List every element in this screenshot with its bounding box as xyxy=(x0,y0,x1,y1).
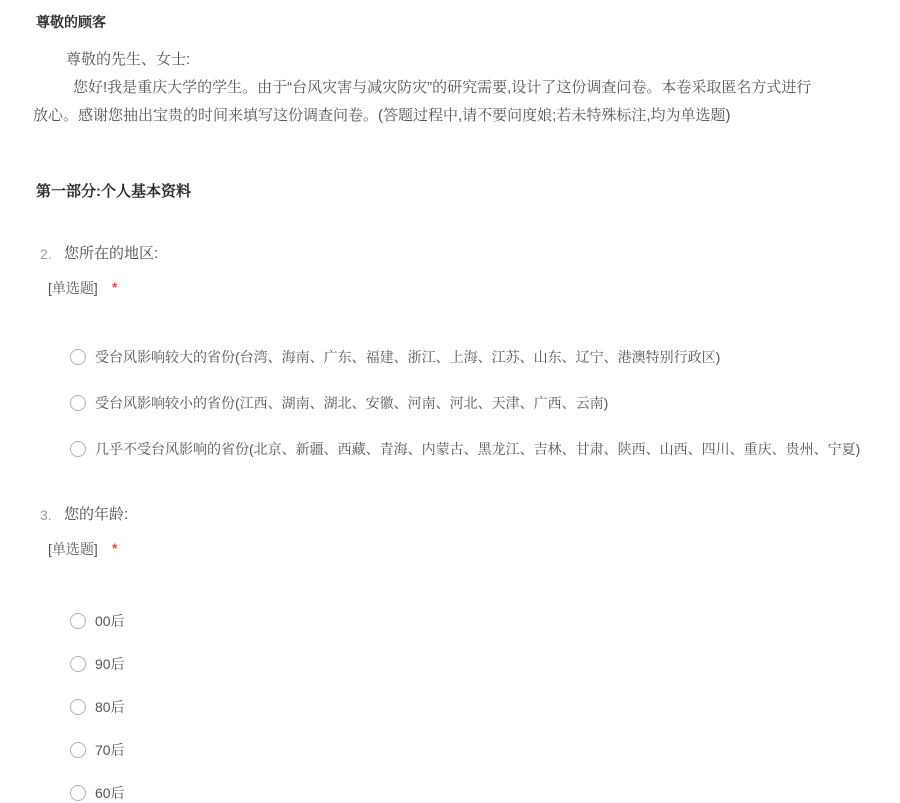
question-title: 您的年龄: xyxy=(64,506,129,523)
option-label: 几乎不受台风影响的省份(北京、新疆、西藏、青海、内蒙古、黑龙江、吉林、甘肃、陕西、山西、四川、重庆、贵州、宁夏) xyxy=(95,441,861,457)
required-asterisk-icon: * xyxy=(112,279,118,295)
option-row[interactable] xyxy=(70,393,608,413)
radio-button[interactable] xyxy=(70,699,86,715)
radio-button[interactable] xyxy=(70,349,86,365)
option-row[interactable] xyxy=(70,740,125,760)
option-label: 60后 xyxy=(95,785,125,801)
radio-button[interactable] xyxy=(70,613,86,629)
intro-paragraph-line1: 您好!我是重庆大学的学生。由于“台风灾害与减灾防灾”的研究需要,设计了这份调查问卷。本卷采取匿名方式进行 xyxy=(73,79,812,96)
option-label: 受台风影响较小的省份(江西、湖南、湖北、安徽、河南、河北、天津、广西、云南) xyxy=(95,395,609,411)
option-row[interactable] xyxy=(70,654,125,674)
option-row[interactable] xyxy=(70,697,125,717)
question-title: 您所在的地区: xyxy=(64,245,159,262)
option-row[interactable] xyxy=(70,611,125,631)
question-number: 3. xyxy=(40,507,52,523)
option-label: 00后 xyxy=(95,613,125,629)
radio-button[interactable] xyxy=(70,656,86,672)
option-row[interactable] xyxy=(70,783,125,803)
required-asterisk-icon: * xyxy=(112,540,118,556)
option-label: 80后 xyxy=(95,699,125,715)
radio-button[interactable] xyxy=(70,441,86,457)
salutation-text: 尊敬的先生、女士: xyxy=(66,51,191,68)
question-type-tag: [单选题] xyxy=(48,280,98,296)
option-label: 90后 xyxy=(95,656,125,672)
question-number: 2. xyxy=(40,246,52,262)
option-row[interactable] xyxy=(70,439,860,459)
intro-paragraph-line2: 放心。感谢您抽出宝贵的时间来填写这份调查问卷。(答题过程中,请不要问度娘;若未特殊标注,均为单选题) xyxy=(33,107,731,124)
greeting-title: 尊敬的顾客 xyxy=(36,14,106,30)
option-label: 受台风影响较大的省份(台湾、海南、广东、福建、浙江、上海、江苏、山东、辽宁、港澳特别行政区) xyxy=(95,349,721,365)
radio-button[interactable] xyxy=(70,742,86,758)
question-type-tag: [单选题] xyxy=(48,541,98,557)
section-title: 第一部分:个人基本资料 xyxy=(36,183,191,200)
option-row[interactable] xyxy=(70,347,720,367)
option-label: 70后 xyxy=(95,742,125,758)
radio-button[interactable] xyxy=(70,395,86,411)
radio-button[interactable] xyxy=(70,785,86,801)
